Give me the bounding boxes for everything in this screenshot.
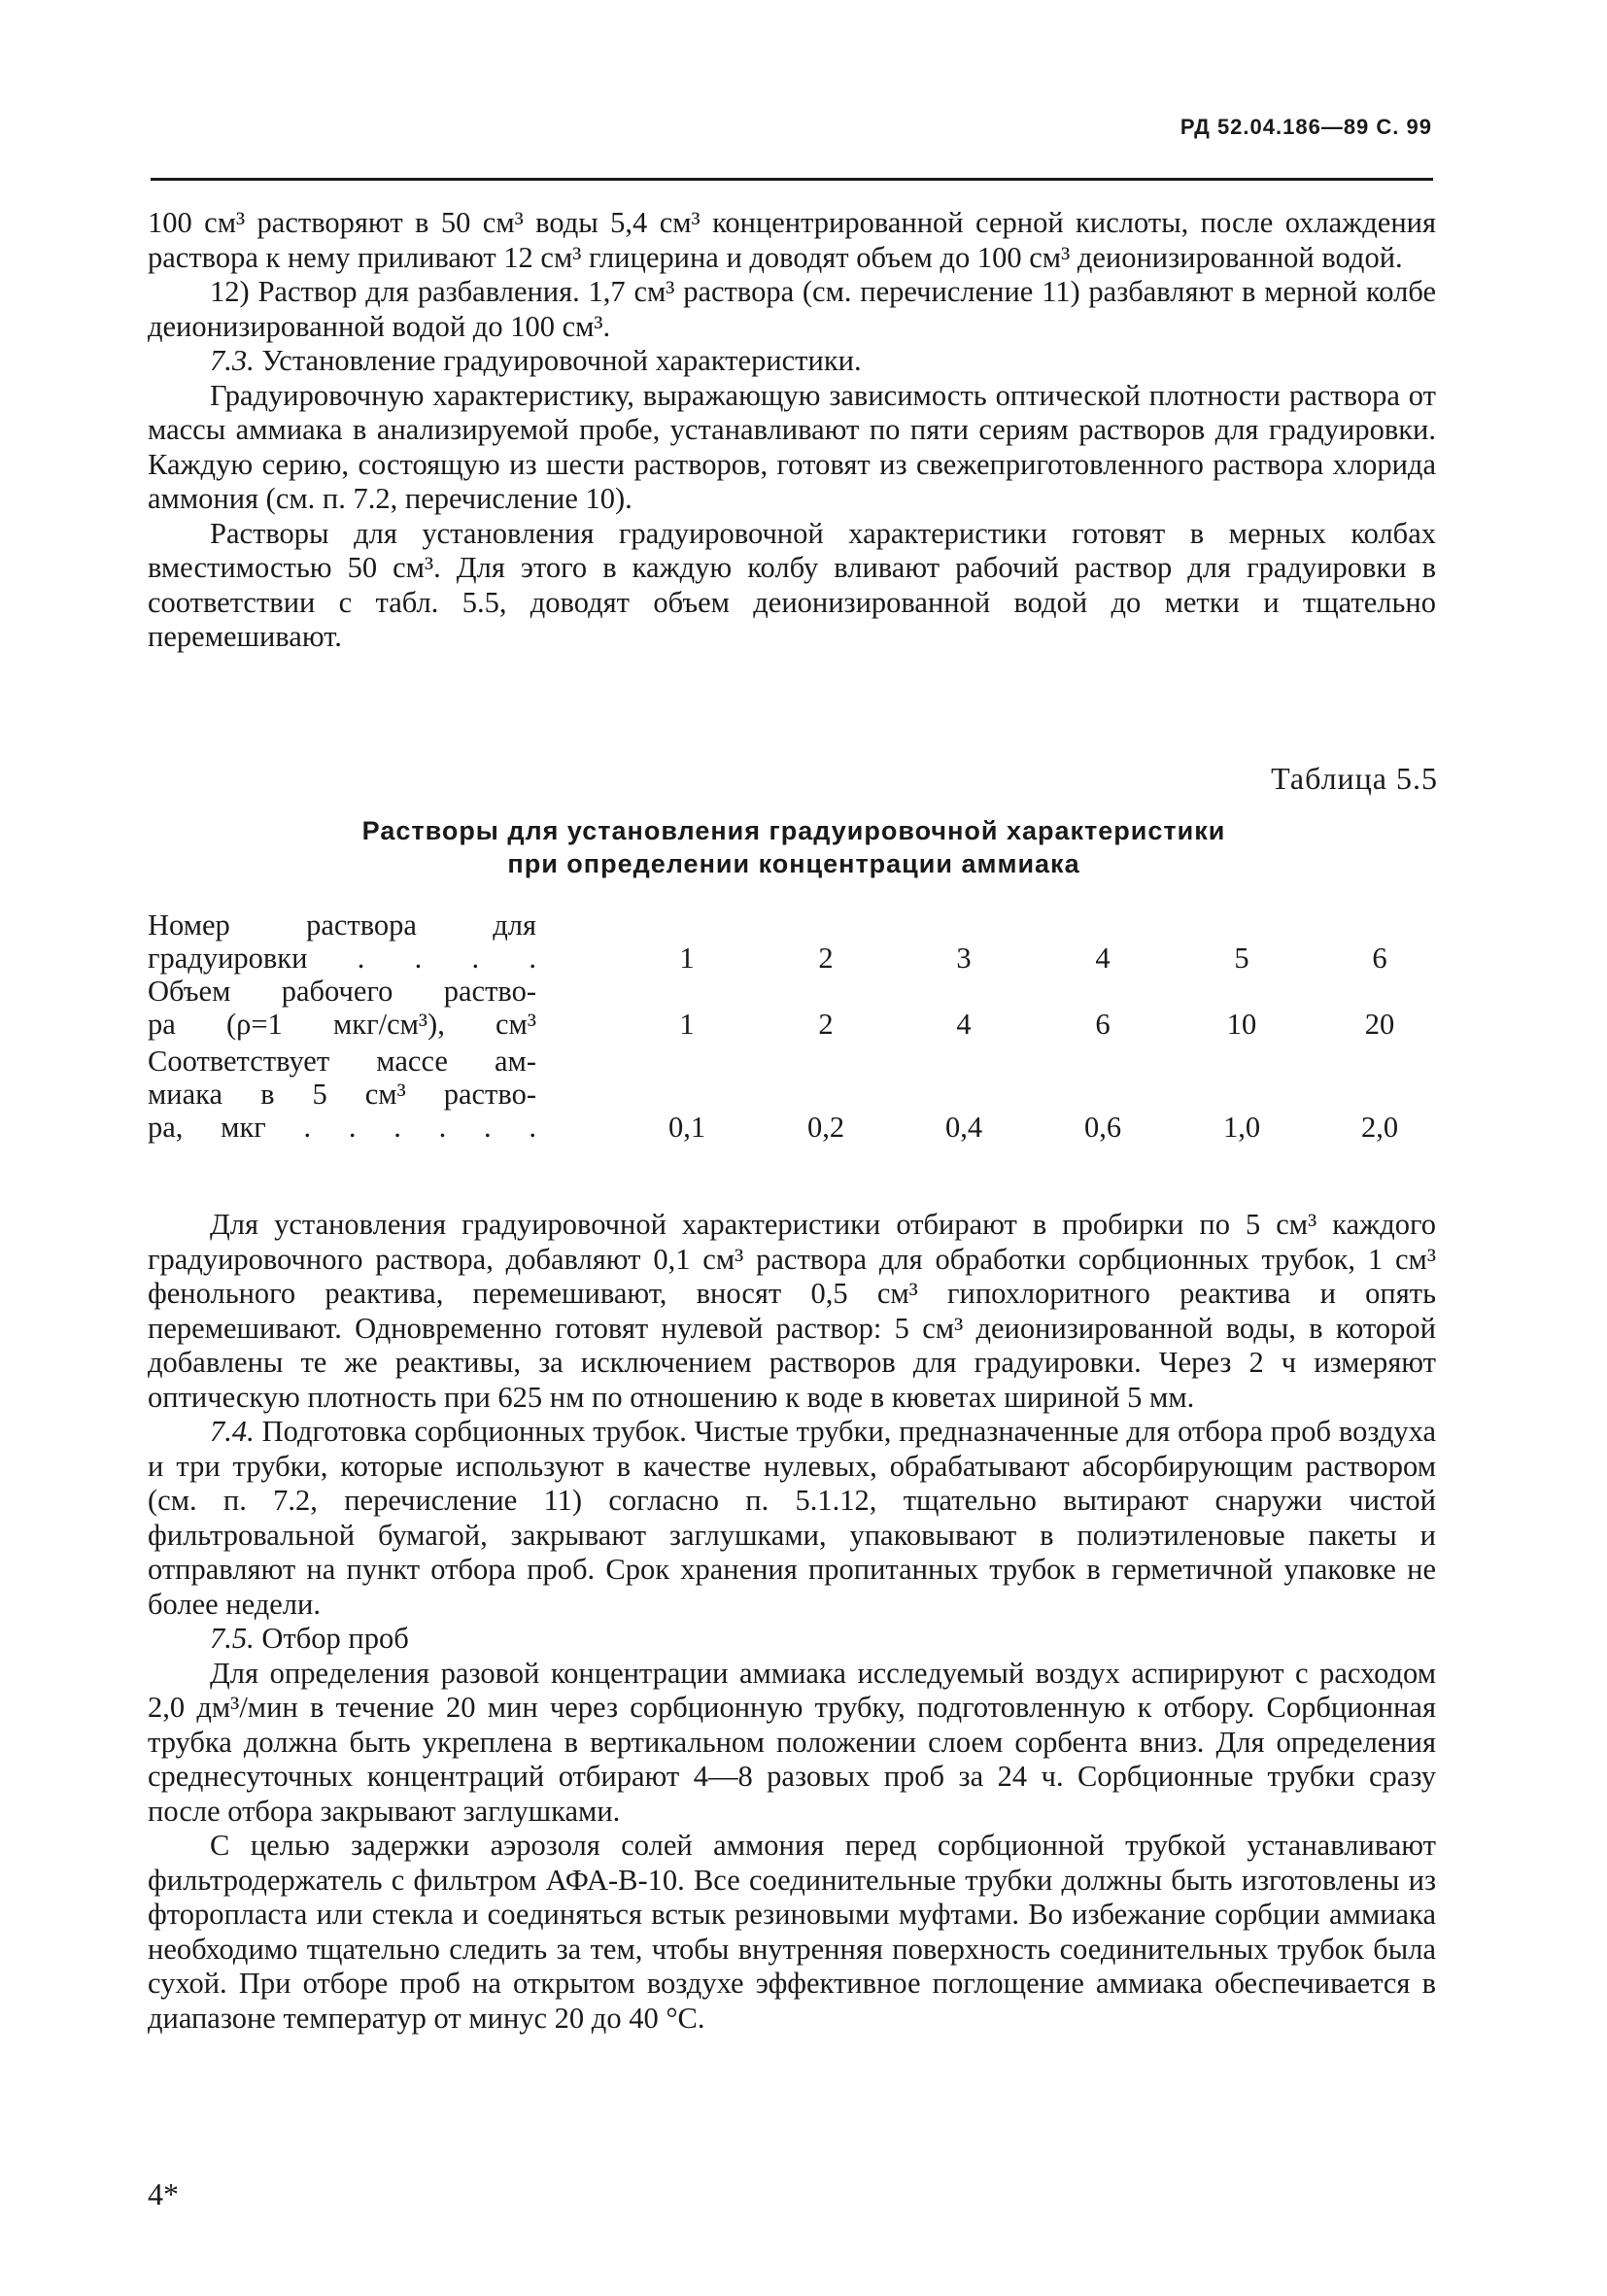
table-title-line-2: при определении концентрации аммиака xyxy=(507,849,1080,878)
table-cell: 2 xyxy=(818,1008,834,1041)
page-header: РД 52.04.186—89 С. 99 xyxy=(1180,115,1432,139)
row-label xyxy=(148,1045,536,1144)
paragraph-p9 xyxy=(148,1657,1436,1830)
table-cell: 1 xyxy=(679,1008,695,1041)
paragraph-p10 xyxy=(148,1829,1436,2036)
table-row xyxy=(148,908,1436,975)
row-label-line: миака в 5 см³ раство- xyxy=(148,1078,536,1111)
body-text-top xyxy=(148,206,1436,655)
paragraph-text: Подготовка сорбционных трубок. Чистые трубки, предназначенные для отбора проб воздуха и три трубки, которые используют в качестве нулевых, обрабатывают абсорбирующим раствором (см. п. 7.2, перечисление 11) согласно п. 5.1.12, тщательно вытирают снаружи чистой фильтровальной бумагой, закрывают заглушками, упаковывают в полиэтиленовые пакеты и отправляют на пункт отбора проб. Срок хранения пропитанных трубок в герметичной упаковке не более недели. xyxy=(148,1415,1436,1621)
paragraph-text: Растворы для установления градуировочной характеристики готовят в мерных колбах вместимостью 50 см³. Для этого в каждую колбу вливают рабочий раствор для градуировки в соответствии с табл. 5.5, доводят объем деионизированной водой до метки и тщательно перемешивают. xyxy=(148,516,1436,653)
paragraph-text: С целью задержки аэрозоля солей аммония перед сорбционной трубкой устанавливают фильтродержатель с фильтром АФА-В-10. Все соединительные трубки должны быть изготовлены из фторопласта или стекла и соединяться встык резиновыми муфтами. Во избежание сорбции аммиака необходимо тщательно следить за тем, чтобы внутренняя поверхность соединительных трубок была сухой. При отборе проб на открытом воздухе эффективное поглощение аммиака обеспечивается в диапазоне температур от минус 20 до 40 °С. xyxy=(148,1829,1436,2035)
row-label-line: градуировки . . . . xyxy=(148,942,536,975)
row-label-line: ра, мкг . . . . . . xyxy=(148,1111,536,1144)
calibration-table xyxy=(148,908,1436,1144)
section-number: 7.4. xyxy=(210,1415,255,1448)
row-label-line: Объем рабочего раство- xyxy=(148,975,536,1008)
table-cell: 2 xyxy=(818,942,834,975)
paragraph-p4 xyxy=(148,379,1436,517)
table-cell: 20 xyxy=(1364,1008,1395,1041)
table-caption: Таблица 5.5 xyxy=(1271,761,1438,796)
header-rule xyxy=(151,178,1433,181)
row-label-line: ра (ρ=1 мкг/см³), см³ xyxy=(148,1008,536,1041)
table-cell: 4 xyxy=(1095,942,1111,975)
section-number: 7.3. xyxy=(210,344,255,377)
paragraph-text: Установление градуировочной характеристики. xyxy=(254,344,862,377)
table-cell: 10 xyxy=(1226,1008,1257,1041)
table-cell: 6 xyxy=(1372,942,1387,975)
paragraph-text: 100 см³ растворяют в 50 см³ воды 5,4 см³ концентрированной серной кислоты, после охлаждения раствора к нему приливают 12 см³ глицерина и доводят объем до 100 см³ деионизированной водой. xyxy=(148,206,1436,274)
table-title-line-1: Растворы для установления градуировочной характеристики xyxy=(361,816,1226,845)
table-cell: 0,4 xyxy=(944,1111,983,1144)
row-label xyxy=(148,975,536,1041)
paragraph-text: Градуировочную характеристику, выражающую зависимость оптической плотности раствора от массы аммиака в анализируемой пробе, устанавливают по пяти сериям растворов для градуировки. Каждую серию, состоящую из шести растворов, готовят из свежеприготовленного раствора хлорида аммония (см. п. 7.2, перечисление 10). xyxy=(148,378,1436,515)
paragraph-text: Для определения разовой концентрации аммиака исследуемый воздух аспирируют с расходом 2,0 дм³/мин в течение 20 мин через сорбционную трубку, подготовленную к отбору. Сорбционная трубка должна быть укреплена в вертикальном положении слоем сорбента вниз. Для определения среднесуточных концентраций отбирают 4—8 разовых проб за 24 ч. Сорбционные трубки сразу после отбора закрывают заглушками. xyxy=(148,1656,1436,1828)
table-cell: 4 xyxy=(956,1008,972,1041)
paragraph-p1 xyxy=(148,206,1436,275)
table-cell: 0,2 xyxy=(806,1111,845,1144)
table-cell: 0,6 xyxy=(1083,1111,1122,1144)
paragraph-p6 xyxy=(148,1208,1436,1415)
paragraph-p3 xyxy=(148,344,1436,379)
row-label xyxy=(148,908,536,975)
table-cell: 6 xyxy=(1095,1008,1111,1041)
table-row xyxy=(148,1045,1436,1144)
body-text-bottom xyxy=(148,1208,1436,2036)
paragraph-text: Отбор проб xyxy=(254,1622,409,1655)
table-cell: 2,0 xyxy=(1360,1111,1399,1144)
section-number: 7.5. xyxy=(210,1622,255,1655)
paragraph-text: Для установления градуировочной характеристики отбирают в пробирки по 5 см³ каждого градуировочного раствора, добавляют 0,1 см³ раствора для обработки сорбционных трубок, 1 см³ фенольного реактива, перемешивают, вносят 0,5 см³ гипохлоритного реактива и опять перемешивают. Одновременно готовят нулевой раствор: 5 см³ деионизированной воды, в которой добавлены те же реактивы, за исключением растворов для градуировки. Через 2 ч измеряют оптическую плотность при 625 нм по отношению к воде в кюветах шириной 5 мм. xyxy=(148,1208,1436,1414)
table-title xyxy=(148,814,1440,880)
table-cell: 1,0 xyxy=(1222,1111,1261,1144)
table-cell: 1 xyxy=(679,942,695,975)
table-row xyxy=(148,975,1436,1041)
paragraph-p2 xyxy=(148,275,1436,344)
table-cell: 5 xyxy=(1234,942,1249,975)
table-cell: 3 xyxy=(956,942,972,975)
table-cell: 0,1 xyxy=(667,1111,706,1144)
paragraph-text: 12) Раствор для разбавления. 1,7 см³ раствора (см. перечисление 11) разбавляют в мерной колбе деионизированной водой до 100 см³. xyxy=(148,275,1436,343)
paragraph-p8 xyxy=(148,1622,1436,1657)
page-footer-mark: 4* xyxy=(148,2176,179,2211)
row-label-line: Соответствует массе ам- xyxy=(148,1045,536,1078)
row-label-line: Номер раствора для xyxy=(148,908,536,942)
paragraph-p5 xyxy=(148,517,1436,655)
paragraph-p7 xyxy=(148,1415,1436,1622)
